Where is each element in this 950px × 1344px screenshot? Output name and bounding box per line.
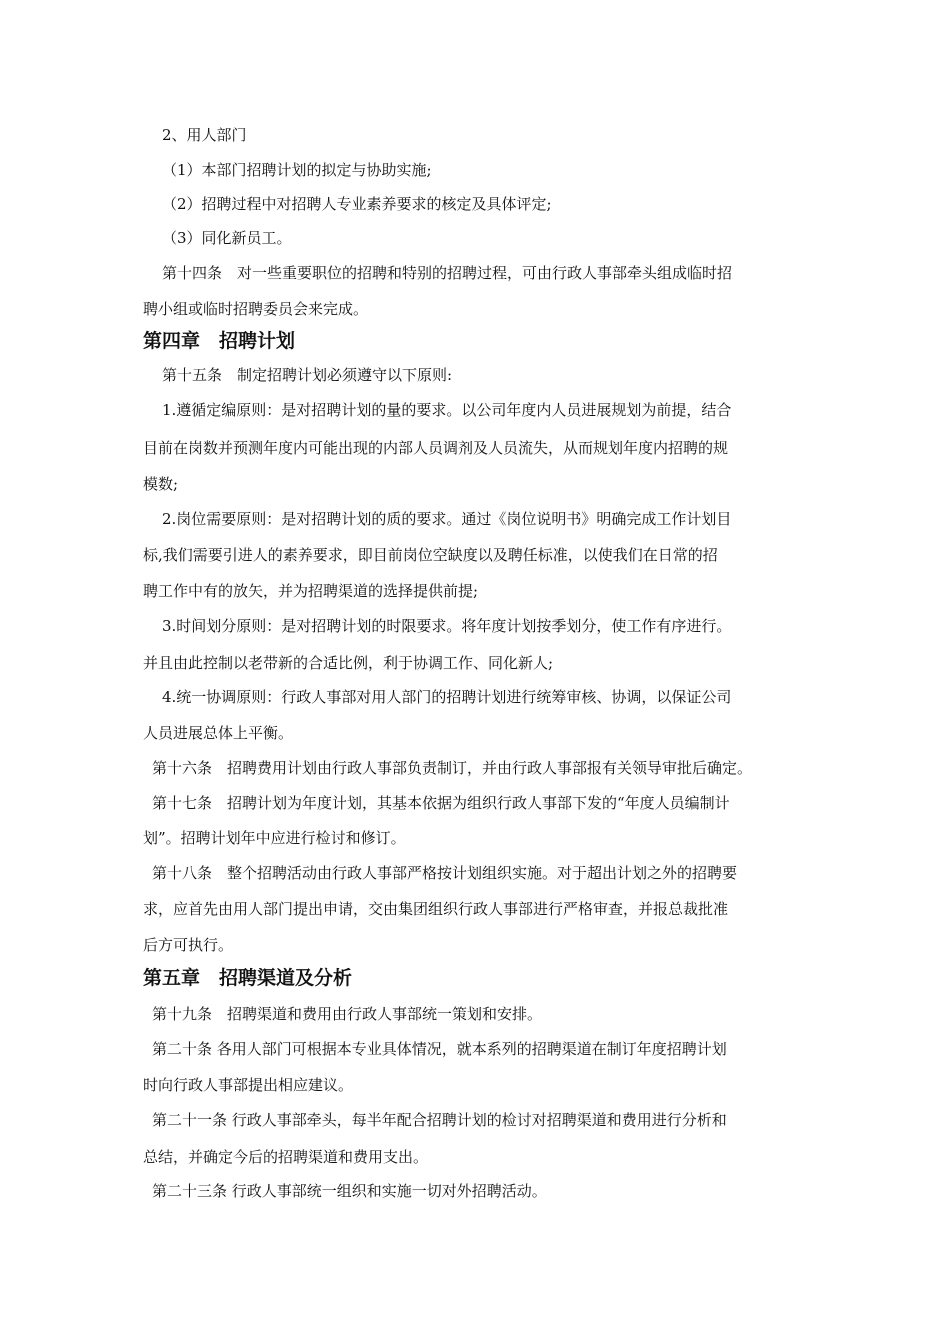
line-item: 第十四条 对一些重要职位的招聘和特别的招聘过程，可由行政人事部牵头组成临时招 (162, 264, 733, 282)
line-item: 求，应首先由用人部门提出申请，交由集团组织行政人事部进行严格审查，并报总裁批准 (143, 900, 729, 918)
chapter-heading: 第四章 招聘计划 (143, 330, 296, 352)
line-item: 第二十三条 行政人事部统一组织和实施一切对外招聘活动。 (152, 1182, 547, 1200)
line-item: 第十七条 招聘计划为年度计划，其基本依据为组织行政人事部下发的“年度人员编制计 (152, 794, 730, 812)
line-item: 3.时间划分原则：是对招聘计划的时限要求。将年度计划按季划分，使工作有序进行。 (162, 617, 732, 635)
line-item: 2.岗位需要原则：是对招聘计划的质的要求。通过《岗位说明书》明确完成工作计划目 (162, 510, 732, 528)
line-item: （1）本部门招聘计划的拟定与协助实施; (162, 161, 432, 179)
line-item: 并且由此控制以老带新的合适比例，利于协调工作、同化新人; (143, 654, 554, 672)
line-item: （2）招聘过程中对招聘人专业素养要求的核定及具体评定; (162, 195, 552, 213)
line-item: 目前在岗数并预测年度内可能出现的内部人员调剂及人员流失，从而规划年度内招聘的规 (143, 439, 729, 457)
line-item: 第十八条 整个招聘活动由行政人事部严格按计划组织实施。对于超出计划之外的招聘要 (152, 864, 738, 882)
line-item: 第十六条 招聘费用计划由行政人事部负责制订，并由行政人事部报有关领导审批后确定。 (152, 759, 753, 777)
line-item: 第十九条 招聘渠道和费用由行政人事部统一策划和安排。 (152, 1005, 543, 1023)
line-item: 标,我们需要引进人的素养要求，即目前岗位空缺度以及聘任标准，以使我们在日常的招 (143, 546, 718, 564)
line-item: 聘小组或临时招聘委员会来完成。 (143, 300, 369, 318)
line-item: 模数; (143, 475, 179, 493)
line-item: 聘工作中有的放矢，并为招聘渠道的选择提供前提; (143, 582, 479, 600)
line-item: 后方可执行。 (143, 936, 234, 954)
line-item: （3）同化新员工。 (162, 229, 292, 247)
line-item: 时向行政人事部提出相应建议。 (143, 1076, 354, 1094)
line-item: 1.遵循定编原则：是对招聘计划的量的要求。以公司年度内人员进展规划为前提，结合 (162, 401, 732, 419)
line-item: 总结，并确定今后的招聘渠道和费用支出。 (143, 1148, 429, 1166)
line-item: 第二十条 各用人部门可根据本专业具体情况，就本系列的招聘渠道在制订年度招聘计划 (152, 1040, 727, 1058)
line-item: 第二十一条 行政人事部牵头，每半年配合招聘计划的检讨对招聘渠道和费用进行分析和 (152, 1111, 727, 1129)
line-item: 4.统一协调原则：行政人事部对用人部门的招聘计划进行统筹审核、协调，以保证公司 (162, 688, 732, 706)
chapter-heading: 第五章 招聘渠道及分析 (143, 967, 353, 989)
line-item: 划”。招聘计划年中应进行检讨和修订。 (143, 829, 406, 847)
line-item: 2、用人部门 (162, 126, 247, 144)
line-item: 第十五条 制定招聘计划必须遵守以下原则: (162, 366, 453, 384)
line-item: 人员进展总体上平衡。 (143, 724, 294, 742)
